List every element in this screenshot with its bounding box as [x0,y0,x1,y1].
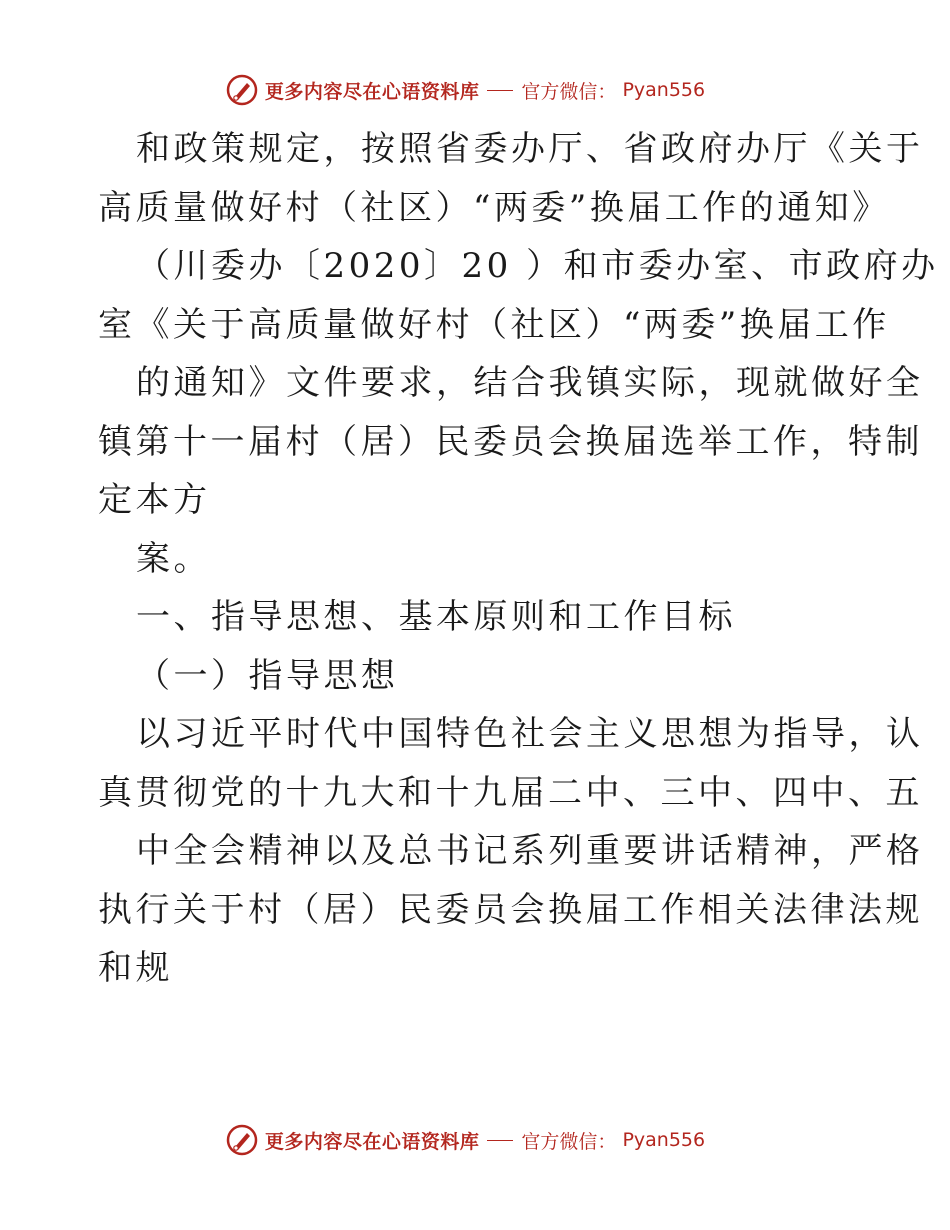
header-banner-dash [487,90,513,91]
body-line: 真贯彻党的十九大和十九届二中、三中、四中、五 [98,772,923,813]
footer-banner-tail: 官方微信： [521,1130,617,1153]
subsection-heading: （一）指导思想 [136,655,399,696]
body-line: 中全会精神以及总书记系列重要讲话精神，严格 [136,831,924,871]
document-body [98,120,939,998]
body-line: 以习近平时代中国特色社会主义思想为指导，认 [136,714,924,754]
header-watermark-banner [0,70,950,110]
body-line: 镇第十一届村（居）民委员会换届选举工作，特制 [98,421,923,462]
body-line: 的通知》文件要求，结合我镇实际，现就做好全 [136,363,924,403]
footer-banner-text: 更多内容尽在心语资料库 [264,1130,480,1153]
body-line: （川委办〔2020〕20 ）和市委办室、市政府办 [136,246,939,286]
footer-banner-wechat-id: Pyan556 [622,1129,706,1151]
footer-watermark-banner [0,1120,950,1160]
body-line: 案。 [136,538,211,579]
pen-nib-logo-icon [225,1123,259,1157]
body-line: 和政策规定，按照省委办厅、省政府办厅《关于 [136,129,924,169]
header-banner-tail: 官方微信： [521,80,617,103]
body-line: 和规 [98,948,173,988]
header-banner-wechat-id: Pyan556 [622,79,706,101]
body-line: 高质量做好村（社区）“两委”换届工作的通知》 [98,187,890,228]
body-line: 室《关于高质量做好村（社区）“两委”换届工作 [98,304,890,345]
pen-nib-logo-icon [225,73,259,107]
header-banner-text: 更多内容尽在心语资料库 [264,80,480,103]
body-line: 定本方 [98,480,211,520]
section-heading: 一、指导思想、基本原则和工作目标 [136,597,736,637]
footer-banner-dash [487,1140,513,1141]
body-line: 执行关于村（居）民委员会换届工作相关法律法规 [98,889,923,930]
